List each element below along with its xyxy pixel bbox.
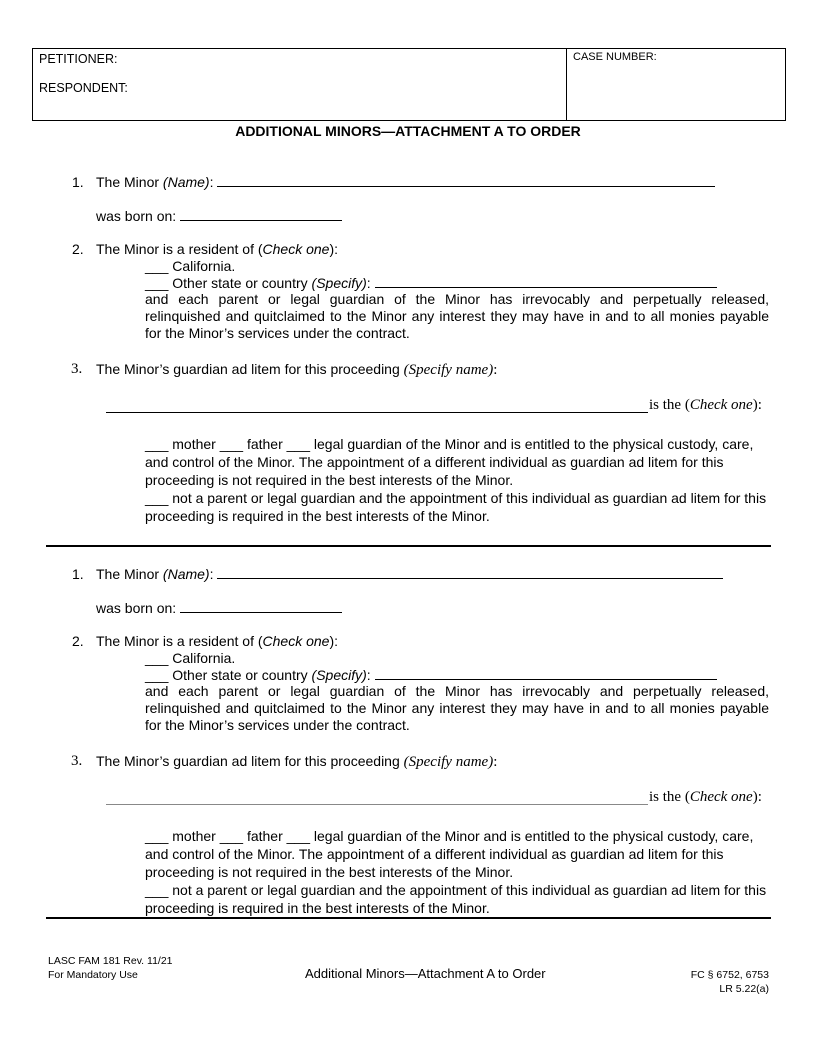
item-3-text: The Minor’s guardian ad litem for this proceeding [96, 753, 404, 769]
item-3-colon: : [493, 362, 498, 378]
item-3-number: 3. [71, 753, 83, 769]
born-label: was born on: [96, 600, 177, 616]
option-other-state[interactable] [145, 667, 717, 683]
item-1-name-hint: (Name) [162, 174, 210, 190]
item-2-text: The Minor is a resident of ( [96, 241, 263, 257]
not-parent-option[interactable]: ___ not a parent or legal guardian and the appointment of this individual as guardian ad litem for this proceeding is required in the best interests of the Minor. [145, 882, 767, 916]
item-2-line [96, 241, 338, 257]
is-the-text: is the ( [649, 789, 690, 805]
item-3-hint: (Specify name) [403, 362, 494, 378]
parent-option[interactable]: ___ mother ___ father ___ legal guardian of the Minor and is entitled to the physical custody, care, and control of the Minor. The appointment of a different individual as guardian ad litem for this proceeding is not required in the best interests of the Minor. [145, 828, 754, 880]
option-california[interactable]: ___ California. [145, 650, 236, 666]
release-text: relinquished and quitclaimed to the Minor any interest they may have in and to all monies payable for the Minor’s services under the contract. [145, 700, 769, 733]
option-other-label: ___ Other state or country [145, 667, 312, 683]
item-3-number: 3. [71, 361, 83, 377]
fc-reference: FC § 6752, 6753 [690, 969, 769, 981]
form-id: LASC FAM 181 Rev. 11/21 [48, 955, 173, 967]
item-2-text-end: ): [329, 633, 339, 649]
item-3-line [96, 361, 497, 379]
item-1-name-hint: (Name) [162, 566, 210, 582]
lr-reference: LR 5.22(a) [719, 983, 769, 995]
guardian-name-field[interactable] [106, 412, 648, 413]
item-3-hint: (Specify name) [403, 754, 494, 770]
is-the-text: is the ( [649, 397, 690, 413]
born-line [96, 208, 342, 224]
parent-option[interactable]: ___ mother ___ father ___ legal guardian of the Minor and is entitled to the physical custody, care, and control of the Minor. The appointment of a different individual as guardian ad litem for this proceeding is not required in the best interests of the Minor. [145, 436, 754, 488]
is-the-end: ): [752, 789, 762, 805]
minor-name-field[interactable] [217, 174, 715, 187]
item-1-text: The Minor [96, 174, 163, 190]
option-other-hint: (Specify) [311, 667, 367, 683]
footer-title: Additional Minors—Attachment A to Order [305, 966, 546, 981]
petitioner-label: PETITIONER: [39, 52, 118, 66]
release-line-1: and each parent or legal guardian of the Minor has irrevocably and perpetually released, [145, 683, 769, 699]
option-california[interactable]: ___ California. [145, 258, 236, 274]
other-state-field[interactable] [375, 275, 717, 288]
caption-divider [566, 49, 567, 120]
other-state-field[interactable] [375, 667, 717, 680]
option-other-state[interactable] [145, 275, 717, 291]
release-line-1: and each parent or legal guardian of the Minor has irrevocably and perpetually released, [145, 291, 769, 307]
is-the-line [649, 789, 762, 806]
respondent-label: RESPONDENT: [39, 81, 128, 95]
item-2-number: 2. [72, 241, 84, 257]
option-other-label: ___ Other state or country [145, 275, 312, 291]
mandatory-use: For Mandatory Use [48, 969, 138, 981]
item-1-line [96, 566, 723, 582]
item-2-number: 2. [72, 633, 84, 649]
section-divider-2 [46, 917, 771, 919]
item-2-hint: Check one [262, 633, 330, 649]
section-divider-1 [46, 545, 771, 547]
option-other-colon: : [366, 667, 371, 683]
born-line [96, 600, 342, 616]
option-other-hint: (Specify) [311, 275, 367, 291]
not-parent-option[interactable]: ___ not a parent or legal guardian and the appointment of this individual as guardian ad litem for this proceeding is required in the best interests of the Minor. [145, 490, 767, 524]
item-1-number: 1. [72, 566, 84, 582]
guardian-name-field[interactable] [106, 804, 648, 805]
is-the-hint: Check one [689, 397, 753, 413]
caption-box [32, 48, 786, 121]
item-2-line [96, 633, 338, 649]
item-1-number: 1. [72, 174, 84, 190]
minor-name-field[interactable] [217, 566, 723, 579]
option-other-colon: : [366, 275, 371, 291]
item-2-hint: Check one [262, 241, 330, 257]
item-3-colon: : [493, 754, 498, 770]
page-title: ADDITIONAL MINORS—ATTACHMENT A TO ORDER [235, 123, 581, 139]
is-the-hint: Check one [689, 789, 753, 805]
is-the-end: ): [752, 397, 762, 413]
birth-date-field[interactable] [180, 600, 342, 613]
item-1-text: The Minor [96, 566, 163, 582]
release-text: relinquished and quitclaimed to the Minor any interest they may have in and to all monies payable for the Minor’s services under the contract. [145, 308, 769, 341]
birth-date-field[interactable] [180, 208, 342, 221]
item-1-colon: : [209, 174, 214, 190]
is-the-line [649, 397, 762, 414]
born-label: was born on: [96, 208, 177, 224]
item-2-text-end: ): [329, 241, 339, 257]
item-3-text: The Minor’s guardian ad litem for this proceeding [96, 361, 404, 377]
item-1-line [96, 174, 715, 190]
item-2-text: The Minor is a resident of ( [96, 633, 263, 649]
item-1-colon: : [209, 566, 214, 582]
case-number-label: CASE NUMBER: [573, 51, 657, 63]
item-3-line [96, 753, 497, 771]
